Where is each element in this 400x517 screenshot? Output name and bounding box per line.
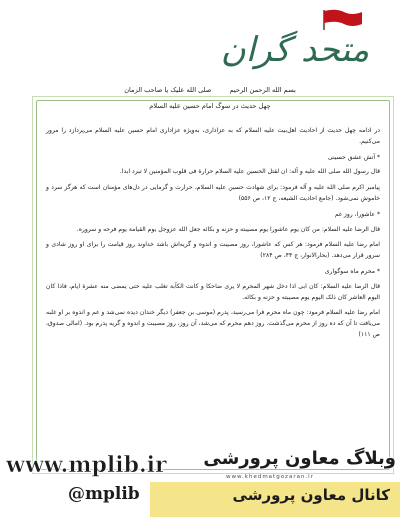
- logo-text: متحد گران: [220, 30, 370, 70]
- section-title: * محرم ماه سوگواری: [324, 267, 380, 275]
- channel-label: کانال معاون پرورشی: [232, 486, 390, 504]
- salutation: صلی الله علیک یا صاحب الزمان: [124, 86, 212, 94]
- blog-label: وبلاگ معاون پرورشی: [203, 448, 396, 469]
- flag-icon: [320, 8, 364, 30]
- hadith-translation: پیامبر اکرم صلی الله علیه و آله فرمود: برای شهادت حسین علیه السلام، حرارت و گرمایی در دل‌های مؤمنان است که هرگز سرد و خاموش نمی‌شود. (جامع احادیث الشیعه، ج ۱۲، ص ۵۵۶): [46, 184, 380, 202]
- channel-handle[interactable]: @mplib: [68, 484, 140, 504]
- hadith-arabic: قال رسول الله صلی الله علیه و آله: ان لقتل الحسین علیه السلام حرارة فی قلوب المؤمنین لا تبرد ابدا.: [119, 168, 380, 176]
- intro-paragraph: در ادامه چهل حدیث از احادیث اهل‌بیت علیه السلام که به عزاداری، به‌ویژه عزاداری امام حسین علیه السلام می‌پردازد را مرور می‌کنیم.: [46, 127, 380, 145]
- bismillah: بسم الله الرحمن الرحیم: [229, 86, 296, 94]
- site-logo: [200, 4, 390, 96]
- hadith-arabic: قال الرضا علیه السلام: من کان یوم عاشورا یوم مصیبته و حزنه و بکائه جعل الله عزوجل یوم القیامة یوم فرحه و سروره.: [76, 225, 380, 233]
- section-title: * آتش عشق حسینی: [327, 153, 380, 161]
- hadith-arabic: قال الرضا علیه السلام: کان ابی اذا دخل شهر المحرم لا یری ضاحکا و کانت الکآبة تغلب علیه حتی یمضی منه عشرة ایام، فاذا کان الیوم العاشر کان ذلک الیوم یوم مصیبته و حزنه و بکائه.: [46, 282, 380, 301]
- document-body: [46, 126, 380, 346]
- hadith-translation: امام رضا علیه السلام فرمود: چون ماه محرم فرا می‌رسید، پدرم (موسی بن جعفر) دیگر خندان دیده نمی‌شد و غم و اندوه بر او غلبه می‌یافت تا آن که ده روز از محرم می‌گذشت. روز دهم محرم که می‌شد، آن روز، روز مصیبت و اندوه و گریه پدرم بود. (امالی صدوق، ص ۱۱۱): [46, 309, 380, 338]
- site-url[interactable]: www.mplib.ir: [6, 452, 167, 478]
- section-title: * عاشورا، روز غم: [334, 210, 380, 218]
- header-line: [60, 86, 360, 94]
- hadith-translation: امام رضا علیه السلام فرمود: هر کس که عاشورا، روز مصیبت و اندوه و گریه‌اش باشد خداوند روز قیامت را برای او روز شادی و سرور قرار می‌دهد. (بحارالانوار، ج ۴۴، ص ۲۸۴): [46, 241, 380, 260]
- document-title: چهل حدیث در سوگ امام حسین علیه السلام: [149, 102, 271, 110]
- watermark-site: www.khedmatgozaran.ir: [226, 474, 314, 480]
